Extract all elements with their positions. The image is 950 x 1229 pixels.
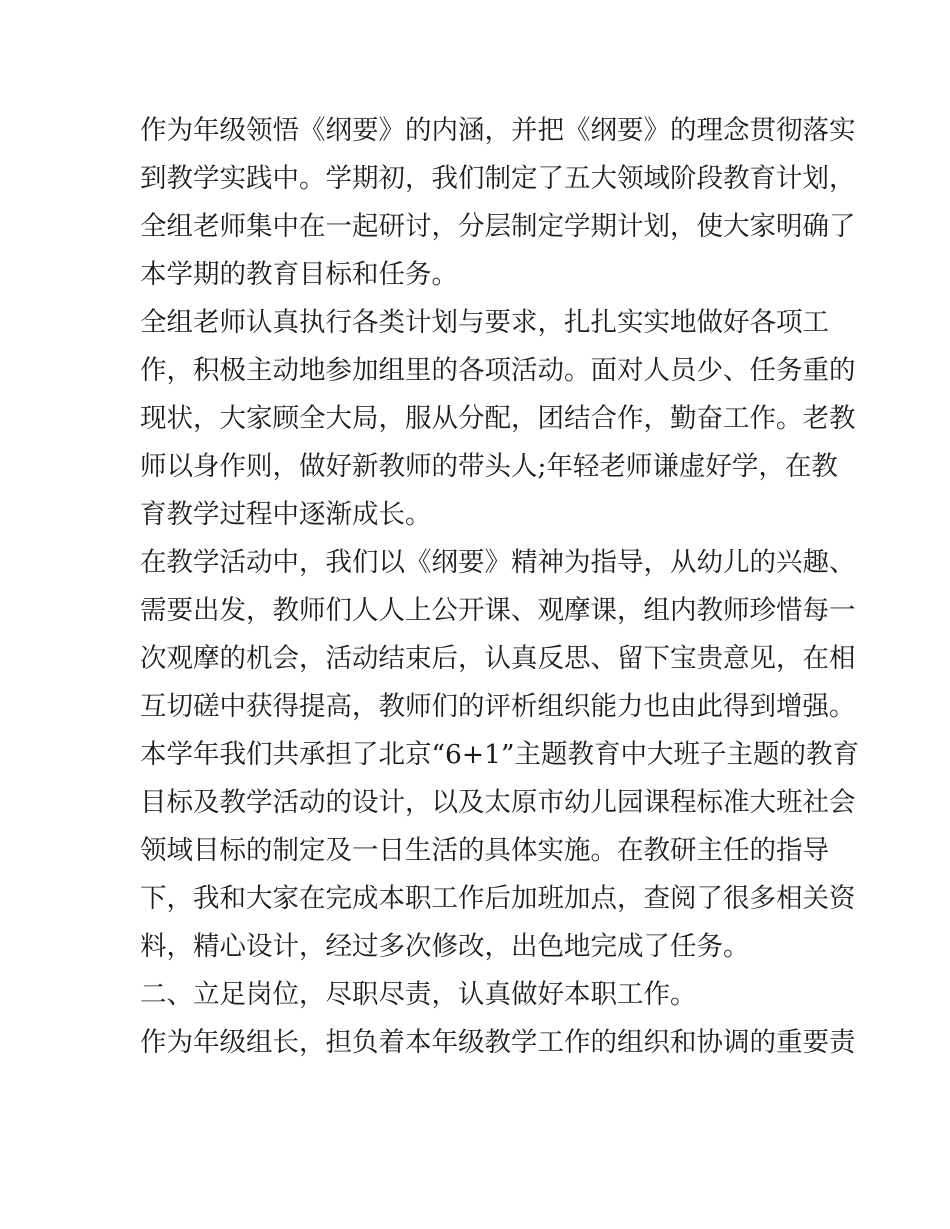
document-body xyxy=(140,107,860,1067)
text-line: 作为年级组长，担负着本年级教学工作的组织和协调的重要责 xyxy=(140,1027,856,1058)
text-line: 在教学活动中，我们以《纲要》精神为指导，从幼儿的兴趣、 xyxy=(140,547,856,578)
text-line: 互切磋中获得提高，教师们的评析组织能力也由此得到增强。 xyxy=(140,691,856,722)
text-line: 作为年级领悟《纲要》的内涵，并把《纲要》的理念贯彻落实 xyxy=(140,115,856,146)
text-line: 本学年我们共承担了北京“6+1”主题教育中大班子主题的教育 xyxy=(140,739,860,770)
text-line: 料，精心设计，经过多次修改，出色地完成了任务。 xyxy=(140,931,750,962)
text-line: 作，积极主动地参加组里的各项活动。面对人员少、任务重的 xyxy=(140,355,856,386)
text-line: 全组老师集中在一起研讨，分层制定学期计划，使大家明确了 xyxy=(140,211,856,242)
text-line: 目标及教学活动的设计，以及太原市幼儿园课程标准大班社会 xyxy=(140,787,856,818)
text-line: 次观摩的机会，活动结束后，认真反思、留下宝贵意见，在相 xyxy=(140,643,856,674)
section-heading: 二、立足岗位，尽职尽责，认真做好本职工作。 xyxy=(140,979,697,1010)
text-line: 下，我和大家在完成本职工作后加班加点，查阅了很多相关资 xyxy=(140,883,856,914)
text-line: 到教学实践中。学期初，我们制定了五大领域阶段教育计划， xyxy=(140,163,856,194)
text-line: 本学期的教育目标和任务。 xyxy=(140,259,458,290)
text-line: 全组老师认真执行各类计划与要求，扎扎实实地做好各项工 xyxy=(140,307,829,338)
text-line: 领域目标的制定及一日生活的具体实施。在教研主任的指导 xyxy=(140,835,829,866)
text-line: 现状，大家顾全大局，服从分配，团结合作，勤奋工作。老教 xyxy=(140,403,856,434)
text-line: 需要出发，教师们人人上公开课、观摩课，组内教师珍惜每一 xyxy=(140,595,856,626)
text-line: 育教学过程中逐渐成长。 xyxy=(140,499,432,530)
text-line: 师以身作则，做好新教师的带头人;年轻老师谦虚好学，在教 xyxy=(140,451,838,482)
